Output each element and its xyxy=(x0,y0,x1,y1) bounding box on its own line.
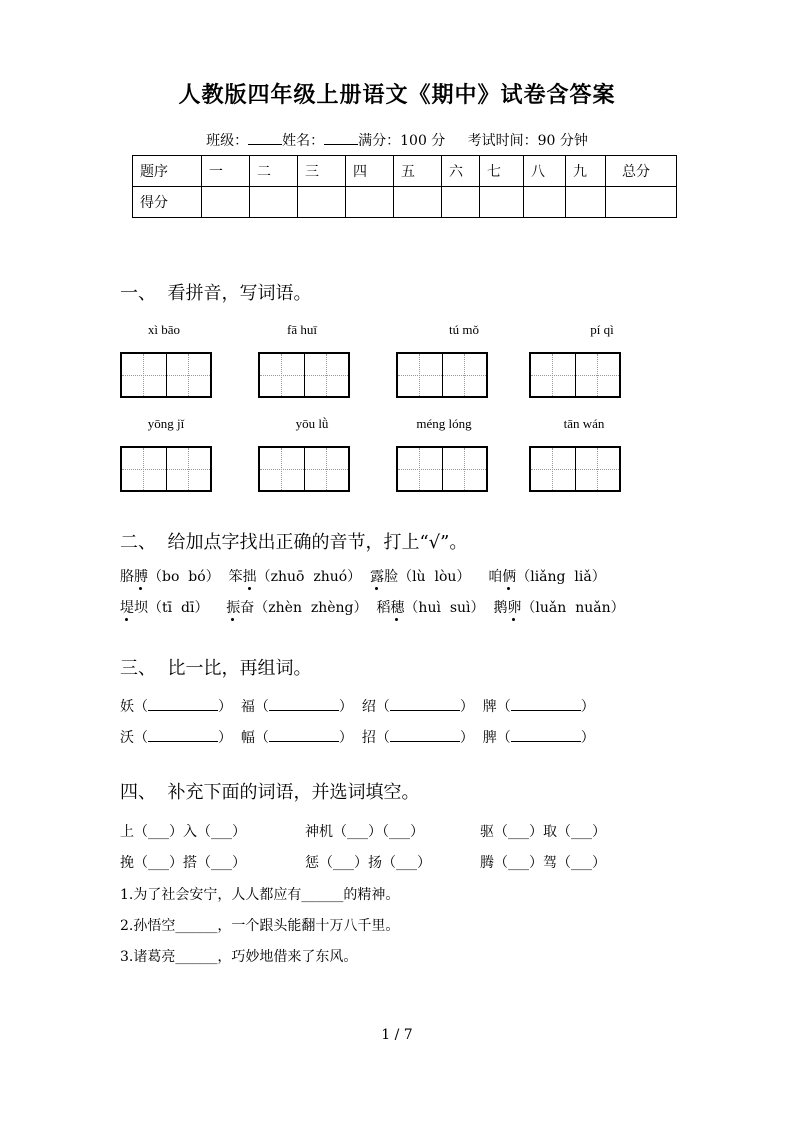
idiom-item[interactable]: 神机（___）（___） xyxy=(305,824,424,840)
section-3-heading: 三、 比一比，再组词。 xyxy=(120,658,312,679)
writing-grid[interactable] xyxy=(529,352,621,398)
q2-item[interactable] xyxy=(226,597,367,617)
fill-sentence[interactable]: 3.诸葛亮______，巧妙地借来了东风。 xyxy=(120,949,358,965)
answer-blank[interactable] xyxy=(148,729,218,742)
page-number: 1 / 7 xyxy=(381,1027,413,1043)
pinyin-label: yōng jǐ xyxy=(147,416,185,431)
q3-char: 招 xyxy=(361,730,376,746)
q2-item[interactable] xyxy=(229,566,362,586)
answer-blank[interactable] xyxy=(511,729,581,742)
q3-char: 妖 xyxy=(120,699,134,715)
page-title: 人教版四年级上册语文《期中》试卷含答案 xyxy=(178,82,616,108)
score-input-cell[interactable] xyxy=(606,187,677,218)
emphasis-dot xyxy=(248,587,251,590)
q2-item-text: 堤坝（tī dī） xyxy=(120,600,209,616)
class-blank xyxy=(248,132,282,145)
score-input-cell[interactable] xyxy=(202,187,250,218)
q3-char: 牌 xyxy=(482,699,497,715)
emphasis-dot xyxy=(375,587,378,590)
table-cell: 六 xyxy=(442,156,480,187)
table-cell: 题序 xyxy=(133,156,202,187)
pinyin-label: tú mǒ xyxy=(449,322,479,337)
q2-item-text: 稻穗（huì suì） xyxy=(376,600,485,616)
idiom-item[interactable]: 腾（___）驾（___） xyxy=(480,855,606,871)
table-cell: 九 xyxy=(566,156,606,187)
answer-blank[interactable] xyxy=(390,698,460,711)
writing-grid[interactable] xyxy=(120,446,212,492)
answer-blank[interactable] xyxy=(511,698,581,711)
q3-char: 福 xyxy=(240,699,255,715)
q3-char: 沃 xyxy=(120,730,134,746)
q3-char: 脾 xyxy=(482,730,497,746)
q3-row-1: 妖（ ） 福（ ） 绍（ ） 牌（ ） xyxy=(120,699,595,715)
score-input-cell[interactable] xyxy=(566,187,606,218)
q2-item-text: 露脸（lù lòu） xyxy=(370,569,471,585)
score-input-cell[interactable] xyxy=(250,187,298,218)
score-input-cell[interactable] xyxy=(480,187,524,218)
name-blank xyxy=(324,132,358,145)
q2-item[interactable] xyxy=(120,566,220,586)
idiom-item[interactable]: 惩（___）扬（___） xyxy=(305,855,431,871)
q2-line-1 xyxy=(120,566,606,586)
q2-line-2 xyxy=(120,597,625,617)
idiom-item[interactable]: 挽（___）搭（___） xyxy=(120,855,246,871)
section-2-heading: 二、 给加点字找出正确的音节，打上“√”。 xyxy=(120,532,468,553)
exam-info xyxy=(0,130,794,150)
q3-char: 绍 xyxy=(361,699,376,715)
q2-item[interactable] xyxy=(493,597,624,617)
q2-item-text: 胳膊（bo bó） xyxy=(120,569,220,585)
answer-blank[interactable] xyxy=(269,729,339,742)
table-cell: 总分 xyxy=(606,156,677,187)
answer-blank[interactable] xyxy=(148,698,218,711)
pinyin-label: pí qì xyxy=(590,322,614,337)
class-label: 班级： xyxy=(206,133,249,149)
emphasis-dot xyxy=(231,618,234,621)
score-table xyxy=(132,155,677,218)
pinyin-label: fā huī xyxy=(287,322,317,337)
emphasis-dot xyxy=(512,618,515,621)
table-cell: 四 xyxy=(346,156,394,187)
q2-item-text: 鹅卵（luǎn nuǎn） xyxy=(493,600,625,616)
q2-item-text: 笨拙（zhuō zhuó） xyxy=(228,569,362,585)
full-score: 满分：100 分 xyxy=(358,133,446,149)
score-input-cell[interactable] xyxy=(298,187,346,218)
pinyin-label: méng lóng xyxy=(416,416,472,431)
writing-grid[interactable] xyxy=(529,446,621,492)
exam-time: 考试时间：90 分钟 xyxy=(467,133,588,149)
score-input-cell[interactable] xyxy=(394,187,442,218)
fill-sentence[interactable]: 1.为了社会安宁，人人都应有______的精神。 xyxy=(120,887,400,903)
writing-grid[interactable] xyxy=(396,446,488,492)
score-input-cell[interactable] xyxy=(346,187,394,218)
q2-item[interactable] xyxy=(376,597,484,617)
score-input-cell[interactable] xyxy=(524,187,566,218)
table-cell: 七 xyxy=(480,156,524,187)
answer-blank[interactable] xyxy=(269,698,339,711)
pinyin-label: xì bāo xyxy=(147,322,181,337)
writing-grid[interactable] xyxy=(258,446,350,492)
writing-grid[interactable] xyxy=(396,352,488,398)
emphasis-dot xyxy=(507,587,510,590)
idiom-item[interactable]: 驱（___）取（___） xyxy=(480,824,606,840)
fill-sentence[interactable]: 2.孙悟空______，一个跟头能翻十万八千里。 xyxy=(120,918,400,934)
table-cell: 二 xyxy=(250,156,298,187)
section-4-heading: 四、 补充下面的词语，并选词填空。 xyxy=(120,782,420,803)
emphasis-dot xyxy=(395,618,398,621)
idiom-item[interactable]: 上（___）入（___） xyxy=(120,824,246,840)
name-label: 姓名： xyxy=(282,133,325,149)
q2-item-text: 咱俩（liǎng liǎ） xyxy=(488,569,606,585)
section-1-heading: 一、 看拼音，写词语。 xyxy=(120,283,312,304)
q2-item[interactable] xyxy=(488,566,605,586)
table-cell: 五 xyxy=(394,156,442,187)
q2-item-text: 振奋（zhèn zhèng） xyxy=(226,600,368,616)
table-cell: 一 xyxy=(202,156,250,187)
table-cell: 三 xyxy=(298,156,346,187)
q2-item[interactable] xyxy=(370,566,470,586)
emphasis-dot xyxy=(139,587,142,590)
q2-item[interactable] xyxy=(120,597,208,617)
q3-char: 幅 xyxy=(240,730,255,746)
pinyin-label: tān wán xyxy=(563,416,605,431)
table-cell: 八 xyxy=(524,156,566,187)
pinyin-label: yōu lǜ xyxy=(295,416,329,431)
emphasis-dot xyxy=(125,618,128,621)
score-input-cell[interactable] xyxy=(442,187,480,218)
score-table-header xyxy=(133,156,677,187)
answer-blank[interactable] xyxy=(390,729,460,742)
q3-row-2: 沃（ ） 幅（ ） 招（ ） 脾（ ） xyxy=(120,730,595,746)
writing-grid[interactable] xyxy=(258,352,350,398)
table-cell: 得分 xyxy=(133,187,202,218)
writing-grid[interactable] xyxy=(120,352,212,398)
score-table-row xyxy=(133,187,677,218)
